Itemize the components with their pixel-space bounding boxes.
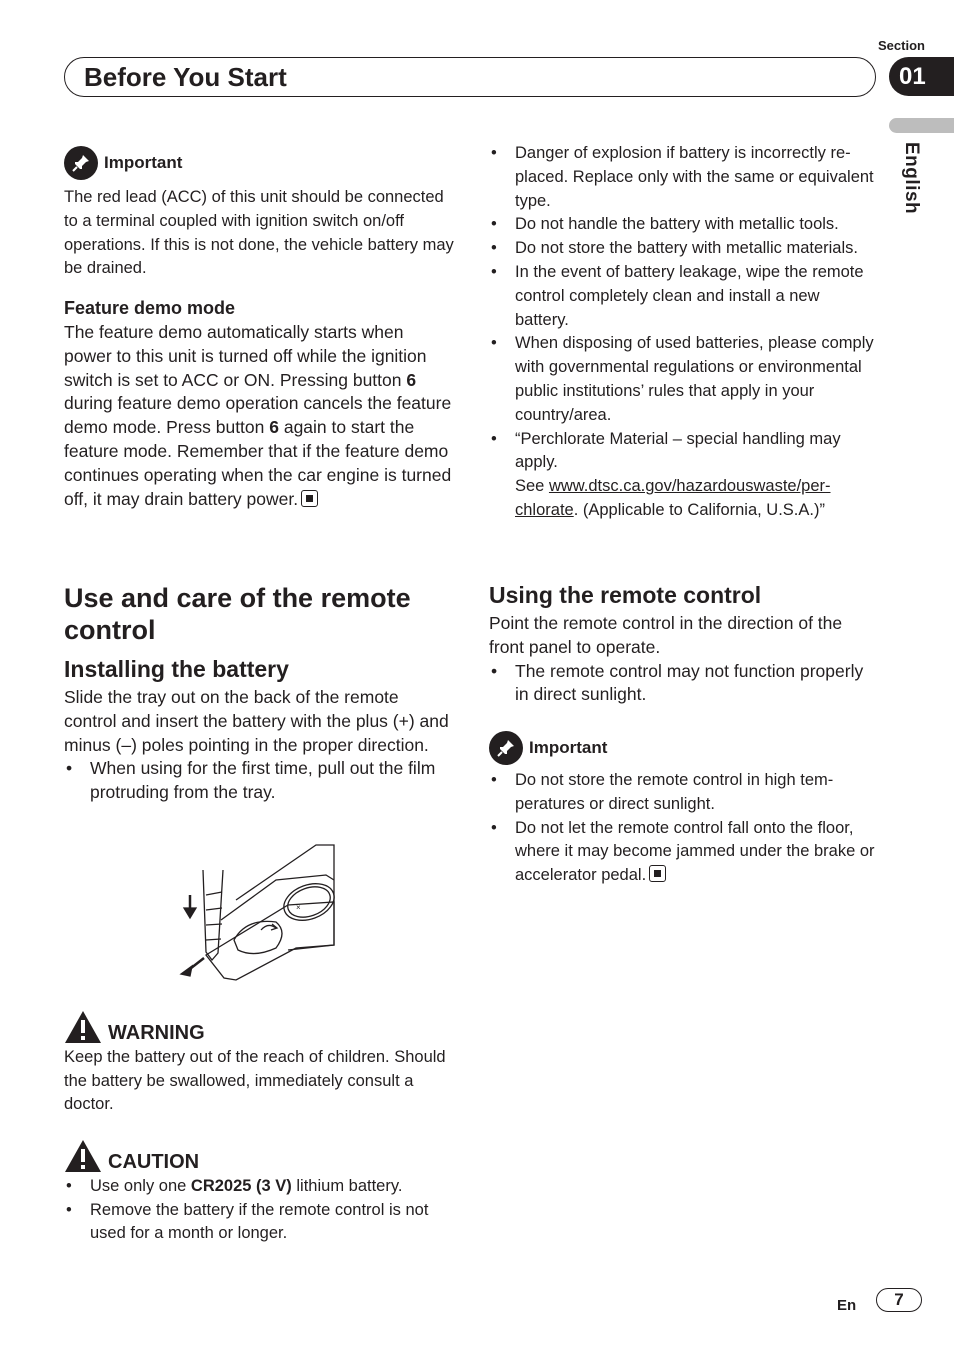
right-column-top [489, 142, 875, 523]
remote-care-heading: Use and care of the remote control [64, 583, 411, 645]
list-item: • “Perchlorate Material – special handling may apply. See www.dtsc.ca.gov/hazardouswaste/perchlorate. (Applicable to California, U.S.A.)” [489, 428, 875, 523]
list-item: • When using for the first time, pull out the film protruding from the tray. [64, 757, 454, 805]
warning-triangle-icon [64, 1010, 102, 1044]
battery-tray-illustration [176, 840, 338, 984]
warning-text: Keep the battery out of the reach of children. Should the battery be swallowed, immediately consult a doctor. [64, 1047, 446, 1114]
caution-heading [64, 1137, 454, 1175]
page-title: Before You Start [84, 62, 287, 92]
installing-battery-heading: Installing the battery [64, 656, 289, 682]
list-item: • Do not store the battery with metallic materials. [489, 237, 875, 261]
important-remote-block [489, 731, 875, 888]
using-remote-text: Point the remote control in the direction of the front panel to operate. [489, 613, 843, 657]
list-item: • Do not handle the battery with metallic tools. [489, 213, 875, 237]
perchlorate-link[interactable]: www.dtsc.ca.gov/hazardouswaste/perchlorate [515, 477, 831, 519]
list-item: • Remove the battery if the remote control is not used for a month or longer. [64, 1199, 454, 1247]
important-pushpin-icon [489, 731, 523, 765]
language-tab-label: English [901, 142, 922, 215]
warning-heading [64, 1008, 454, 1046]
warning-block [64, 1008, 454, 1117]
left-column-remote [64, 582, 454, 805]
section-label: Section [878, 38, 925, 53]
important-remote-list [489, 769, 875, 888]
installing-battery-text: Slide the tray out on the back of the remote control and insert the battery with the plus (+) and minus (–) poles pointing in the proper direction. [64, 687, 449, 755]
end-of-section-icon [301, 490, 318, 507]
feature-demo-text: The feature demo automatically starts when power to this unit is turned off while the ignition switch is set to ACC or ON. Pressing button 6 during feature demo operation cancels the feature demo mode. Press button 6 again to start the feature mode. Remember that if the feature demo continues operating when the car engine is turned off, it may drain battery power. [64, 321, 452, 509]
list-item: • Danger of explosion if battery is incorrectly replaced. Replace only with the same or equivalent type. [489, 142, 875, 213]
list-item: • Use only one CR2025 (3 V) lithium battery. [64, 1175, 454, 1199]
caution-triangle-icon [64, 1139, 102, 1173]
feature-demo-heading: Feature demo mode [64, 298, 236, 319]
caution-list [64, 1175, 454, 1246]
left-column-top [64, 146, 454, 511]
right-column-using [489, 580, 875, 707]
important-pushpin-icon [64, 146, 98, 180]
using-remote-heading: Using the remote control [489, 582, 762, 608]
warning-label: WARNING [108, 1022, 205, 1044]
list-item: • Do not store the remote control in high temperatures or direct sunlight. [489, 769, 875, 817]
battery-safety-list [489, 142, 875, 523]
important-text: The red lead (ACC) of this unit should be connected to a terminal coupled with ignition switch on/off operations. If this is not done, the vehicle battery may be drained. [64, 188, 454, 278]
section-number-badge: 01 [889, 57, 954, 96]
using-remote-list [489, 660, 875, 708]
important-heading [64, 146, 454, 180]
important-label: Important [104, 153, 183, 173]
caution-label: CAUTION [108, 1151, 200, 1173]
list-item: • In the event of battery leakage, wipe the remote control completely clean and install a new battery. [489, 261, 875, 332]
list-item: • The remote control may not function properly in direct sunlight. [489, 660, 875, 708]
important-heading [489, 731, 875, 765]
svg-text:×: × [296, 903, 301, 912]
end-of-section-icon [649, 865, 666, 882]
list-item: • When disposing of used batteries, please comply with governmental regulations or environmental public institutions’ rules that apply in your country/area. [489, 332, 875, 427]
language-tab-marker [889, 118, 954, 133]
installing-battery-list [64, 757, 454, 805]
caution-block [64, 1137, 454, 1246]
page-number: 7 [876, 1288, 922, 1312]
footer-language: En [837, 1297, 857, 1314]
important-label: Important [529, 738, 608, 758]
list-item: • Do not let the remote control fall onto the floor, where it may become jammed under the brake or accelerator pedal. [489, 817, 875, 888]
